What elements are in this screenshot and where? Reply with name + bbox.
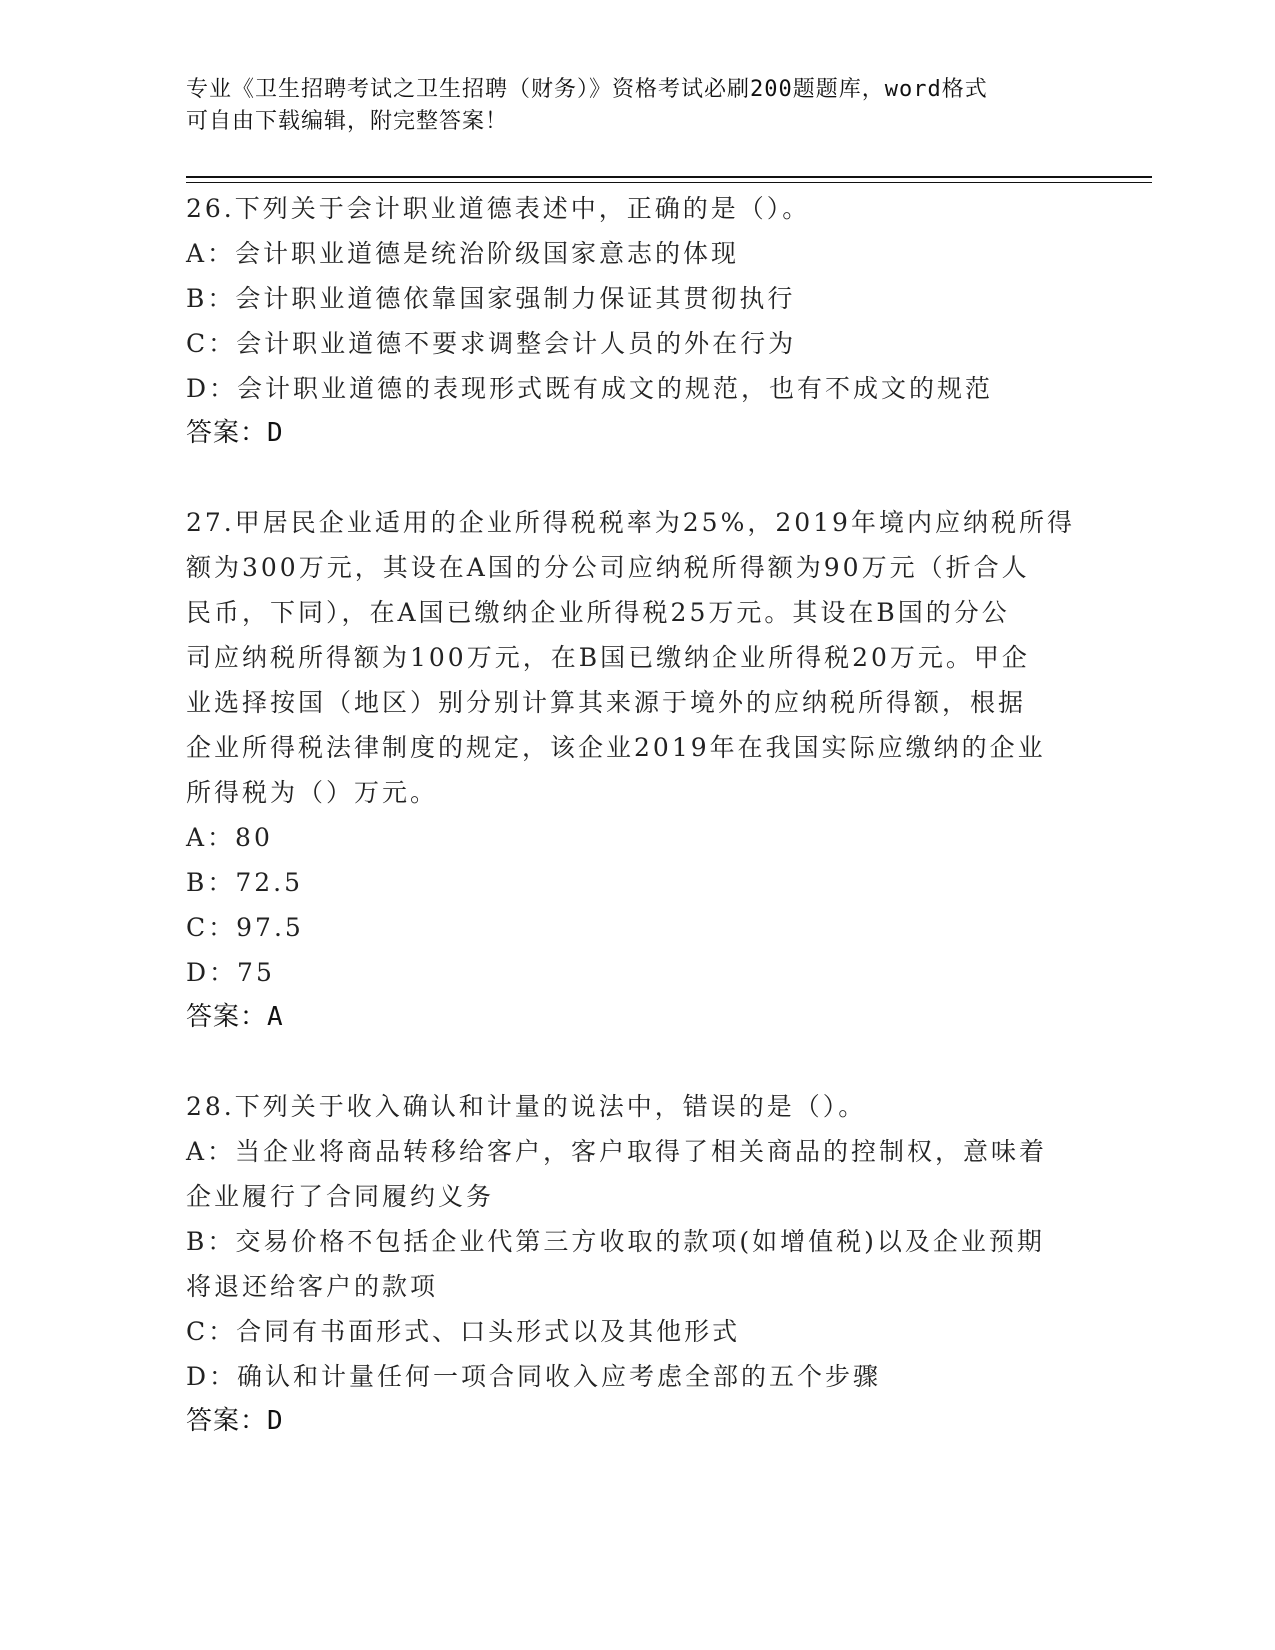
question-stem-line: 额为300万元，其设在A国的分公司应纳税所得额为90万元（折合人 <box>186 553 1030 582</box>
option-b: B：72.5 <box>186 868 304 897</box>
header-line-1: 专业《卫生招聘考试之卫生招聘（财务）》资格考试必刷200题题库，word格式 <box>186 77 988 102</box>
question-stem: 26.下列关于会计职业道德表述中，正确的是（）。 <box>186 194 811 223</box>
question-stem-line: 司应纳税所得额为100万元，在B国已缴纳企业所得税20万元。甲企 <box>186 643 1030 672</box>
option-d: D：确认和计量任何一项合同收入应考虑全部的五个步骤 <box>186 1362 882 1391</box>
question-stem-line: 27.甲居民企业适用的企业所得税税率为25%，2019年境内应纳税所得 <box>186 508 1075 537</box>
option-b-line: 将退还给客户的款项 <box>186 1272 439 1301</box>
header-divider-thick <box>186 176 1152 178</box>
answer-label: 答案：D <box>186 1406 284 1436</box>
option-b-line: B：交易价格不包括企业代第三方收取的款项(如增值税)以及企业预期 <box>186 1227 1045 1256</box>
option-c: C：合同有书面形式、口头形式以及其他形式 <box>186 1317 741 1346</box>
option-d: D：会计职业道德的表现形式既有成文的规范，也有不成文的规范 <box>186 374 994 403</box>
question-28 <box>186 1084 1086 1444</box>
question-26 <box>186 186 1086 456</box>
option-b: B：会计职业道德依靠国家强制力保证其贯彻执行 <box>186 284 796 313</box>
option-c: C：97.5 <box>186 913 304 942</box>
option-b <box>186 1219 1086 1309</box>
question-stem-line: 业选择按国（地区）别分别计算其来源于境外的应纳税所得额，根据 <box>186 688 1027 717</box>
option-d: D：75 <box>186 958 275 987</box>
option-a: A：会计职业道德是统治阶级国家意志的体现 <box>186 239 740 268</box>
answer-label: 答案：D <box>186 418 284 448</box>
option-a <box>186 1129 1086 1219</box>
option-c: C：会计职业道德不要求调整会计人员的外在行为 <box>186 329 797 358</box>
question-list <box>186 186 1086 1488</box>
header-line-2: 可自由下载编辑，附完整答案！ <box>186 109 509 134</box>
header-divider-thin <box>186 182 1152 183</box>
question-stem: 28.下列关于收入确认和计量的说法中，错误的是（）。 <box>186 1092 867 1121</box>
question-stem <box>186 500 1086 815</box>
option-a-line: A：当企业将商品转移给客户，客户取得了相关商品的控制权，意味着 <box>186 1137 1048 1166</box>
document-header <box>186 74 1086 138</box>
question-stem-line: 民币，下同），在A国已缴纳企业所得税25万元。其设在B国的分公 <box>186 598 1010 627</box>
answer-label: 答案：A <box>186 1002 284 1032</box>
question-stem-line: 所得税为（）万元。 <box>186 778 439 807</box>
question-stem-line: 企业所得税法律制度的规定，该企业2019年在我国实际应缴纳的企业 <box>186 733 1046 762</box>
option-a-line: 企业履行了合同履约义务 <box>186 1182 495 1211</box>
option-a: A：80 <box>186 823 273 852</box>
question-27 <box>186 500 1086 1040</box>
